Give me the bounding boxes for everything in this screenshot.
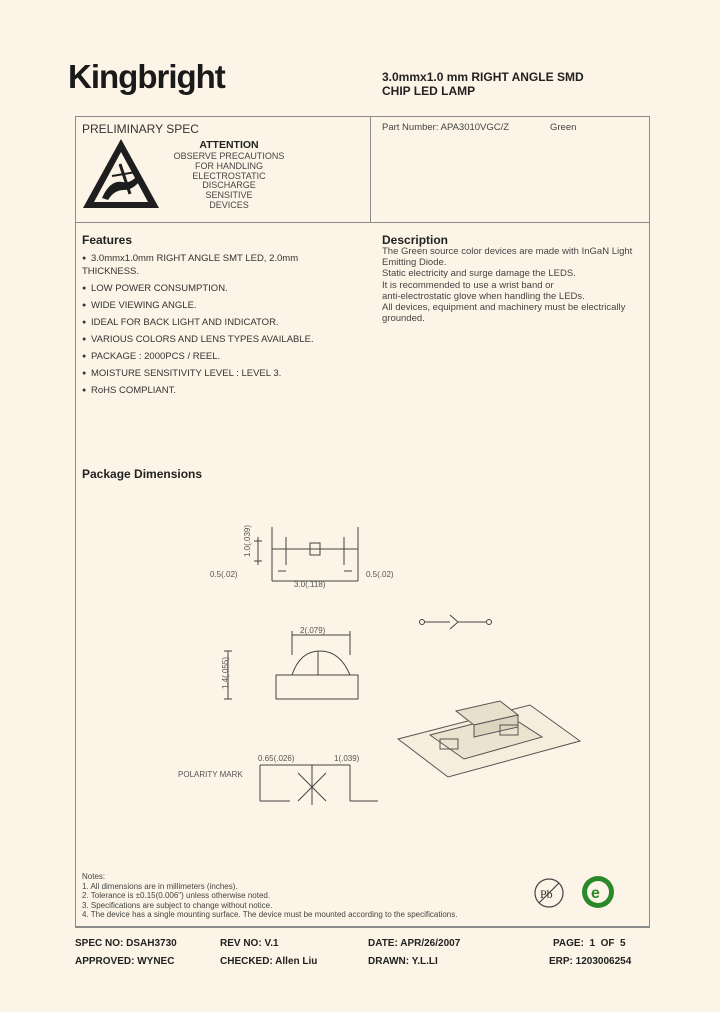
- attention-line: FOR HANDLING: [194, 160, 263, 171]
- dim-length: 3.0(.118): [294, 580, 326, 589]
- description-line: grounded.: [382, 313, 425, 325]
- pb-free-icon: [532, 876, 570, 910]
- isometric-view: [398, 701, 580, 777]
- feature-item: ● 3.0mmx1.0mm RIGHT ANGLE SMT LED, 2.0mm: [82, 253, 352, 264]
- dim-right-pad: 0.5(.02): [366, 570, 394, 579]
- feature-item: ● WIDE VIEWING ANGLE.: [82, 300, 352, 311]
- bottom-view: [178, 754, 378, 805]
- divider-vertical: [370, 116, 371, 222]
- dim-height: 1.0(.039): [243, 524, 252, 557]
- attention-line: DISCHARGE: [202, 180, 256, 191]
- description-line: Static electricity and surge damage the LEDS.: [382, 268, 576, 280]
- feature-item: ● MOISTURE SENSITIVITY LEVEL : LEVEL 3.: [82, 368, 352, 379]
- feature-item: ● PACKAGE : 2000PCS / REEL.: [82, 351, 352, 362]
- features-list: [82, 253, 352, 402]
- description-heading: Description: [382, 233, 449, 247]
- side-view: [221, 626, 358, 699]
- erp-number: ERP: 1203006254: [549, 956, 632, 967]
- attention-line: SENSITIVE: [205, 190, 253, 201]
- package-heading: Package Dimensions: [82, 467, 203, 481]
- approved-by: APPROVED: WYNEC: [75, 956, 175, 967]
- feature-item: ● LOW POWER CONSUMPTION.: [82, 283, 352, 294]
- dim-thickness: 1.4(.055): [221, 656, 230, 689]
- description-line: The Green source color devices are made with InGaN Light: [382, 246, 633, 257]
- feature-item-continuation: THICKNESS.: [82, 266, 140, 277]
- attention-heading: ATTENTION: [199, 139, 259, 151]
- description-line: It is recommended to use a wrist band or: [382, 279, 554, 291]
- polarity-mark-label: POLARITY MARK: [178, 770, 243, 779]
- divider-footer: [75, 926, 649, 927]
- feature-item: ● IDEAL FOR BACK LIGHT AND INDICATOR.: [82, 317, 352, 328]
- document-title: [382, 70, 584, 98]
- attention-line: OBSERVE PRECAUTIONS: [173, 151, 285, 161]
- title-line-2: CHIP LED LAMP: [382, 84, 476, 98]
- dim-pad-width: 1(.039): [334, 754, 360, 763]
- description-line: All devices, equipment and machinery must be electrically: [382, 302, 626, 314]
- attention-line: ELECTROSTATIC: [192, 170, 266, 181]
- package-dimension-drawing: [178, 515, 640, 815]
- dim-left-pad: 0.5(.02): [210, 570, 238, 579]
- page-indicator: PAGE: 1 OF 5: [553, 938, 626, 949]
- note-line: 3. Specifications are subject to change without notice.: [82, 900, 273, 910]
- note-line: 1. All dimensions are in millimeters (inches).: [82, 881, 238, 891]
- feature-item: ● VARIOUS COLORS AND LENS TYPES AVAILABLE.: [82, 334, 352, 345]
- revision-number: REV NO: V.1: [220, 938, 279, 949]
- diode-symbol: [420, 615, 492, 629]
- preliminary-spec: PRELIMINARY SPEC: [82, 122, 199, 136]
- part-color: Green: [550, 122, 577, 133]
- rohs-eco-icon: [580, 874, 618, 910]
- note-line: 4. The device has a single mounting surface. The device must be mounted according to the specifications.: [82, 910, 458, 920]
- attention-line: DEVICES: [209, 199, 249, 210]
- kingbright-logo: Kingbright: [68, 58, 225, 95]
- dim-width: 2(.079): [300, 626, 326, 635]
- feature-item: ● RoHS COMPLIANT.: [82, 385, 352, 396]
- description-text: [382, 246, 644, 324]
- note-line: 2. Tolerance is ±0.15(0.006") unless otherwise noted.: [82, 891, 271, 901]
- description-line: Emitting Diode.: [382, 257, 447, 269]
- divider-top: [75, 222, 649, 223]
- checked-by: CHECKED: Allen Liu: [220, 956, 318, 967]
- dim-pad-gap: 0.65(.026): [258, 754, 295, 763]
- title-line-1: 3.0mmx1.0 mm RIGHT ANGLE SMD: [382, 70, 584, 84]
- part-number: Part Number: APA3010VGC/Z: [382, 122, 510, 133]
- pb-label: Pb: [540, 887, 553, 901]
- document-date: DATE: APR/26/2007: [368, 938, 461, 949]
- esd-warning-icon: [80, 136, 162, 212]
- features-heading: Features: [82, 233, 133, 247]
- drawn-by: DRAWN: Y.L.LI: [368, 956, 438, 967]
- attention-text: [165, 152, 293, 211]
- top-view: [210, 525, 394, 589]
- spec-number: SPEC NO: DSAH3730: [75, 938, 177, 949]
- notes-heading: Notes:: [82, 872, 106, 881]
- svg-text:e: e: [591, 885, 600, 902]
- description-line: anti-electrostatic glove when handling the LEDs.: [382, 290, 585, 302]
- notes: [82, 872, 457, 920]
